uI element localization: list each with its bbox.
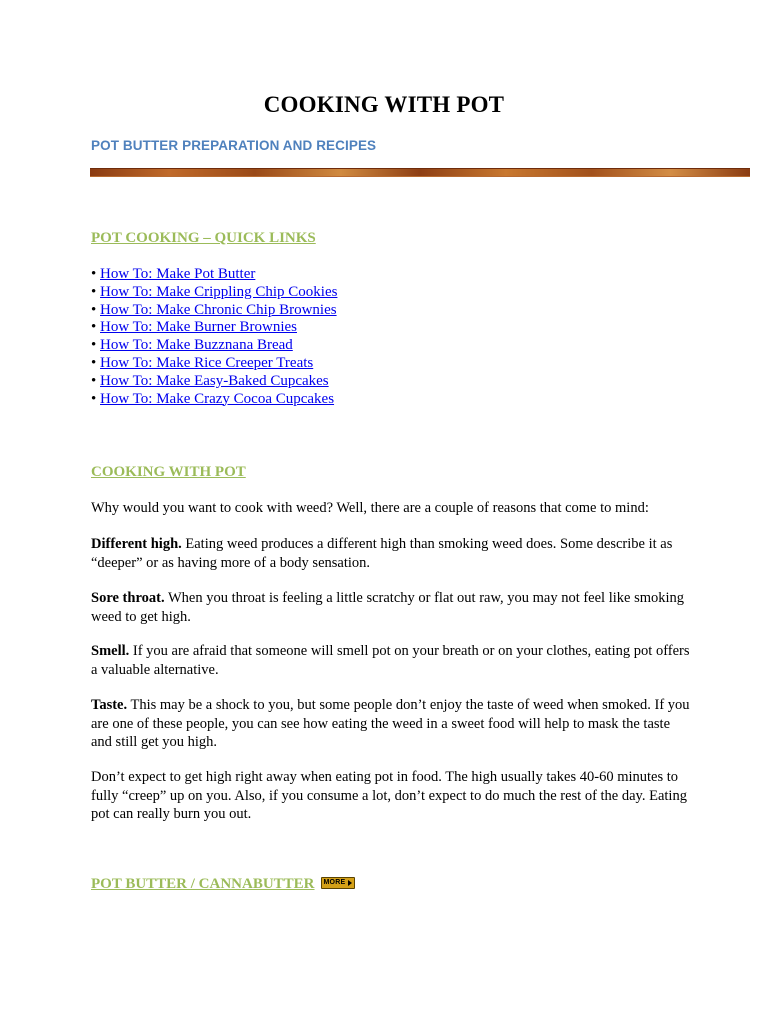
decorative-divider bbox=[90, 168, 750, 177]
list-item bbox=[91, 337, 337, 355]
bullet: • bbox=[91, 266, 97, 282]
reason-label: Smell. bbox=[91, 643, 130, 659]
bullet: • bbox=[91, 301, 97, 318]
reason-smell bbox=[91, 642, 691, 679]
closing-paragraph: Don’t expect to get high right away when eating pot in food. The high usually takes 40-60 minutes to fully “creep” up on you. Also, if you consume a lot, don’t expect to do much the rest of the day. Eating pot can really burn you out. bbox=[91, 769, 687, 822]
bullet: • bbox=[91, 283, 97, 300]
reason-label: Taste. bbox=[91, 697, 128, 713]
quick-links-heading: POT COOKING – QUICK LINKS bbox=[91, 230, 316, 246]
pot-butter-section-heading bbox=[91, 876, 355, 893]
reason-label: Different high. bbox=[91, 536, 182, 552]
reason-label: Sore throat. bbox=[91, 590, 165, 606]
pot-butter-heading-text: POT BUTTER / CANNABUTTER bbox=[91, 876, 315, 892]
link-burner-brownies[interactable]: How To: Make Burner Brownies bbox=[100, 319, 297, 336]
cooking-section-heading: COOKING WITH POT bbox=[91, 464, 246, 480]
list-item bbox=[91, 391, 337, 409]
reason-text: This may be a shock to you, but some people don’t enjoy the taste of weed when smoked. If you are one of these people, you can see how eating the weed in a sweet food will help to mask the taste and still get you high. bbox=[91, 697, 690, 750]
link-crippling-chip-cookies[interactable]: How To: Make Crippling Chip Cookies bbox=[100, 283, 338, 300]
link-easy-baked-cupcakes[interactable]: How To: Make Easy-Baked Cupcakes bbox=[100, 372, 329, 389]
intro-paragraph: Why would you want to cook with weed? Well, there are a couple of reasons that come to mind: bbox=[91, 500, 649, 516]
bullet: • bbox=[91, 390, 97, 407]
page-title: COOKING WITH POT bbox=[263, 92, 505, 117]
list-item bbox=[91, 373, 337, 391]
bullet: • bbox=[91, 372, 97, 389]
more-button[interactable] bbox=[321, 877, 355, 889]
reason-different-high bbox=[91, 535, 691, 572]
reason-text: If you are afraid that someone will smell pot on your breath or on your clothes, eating pot offers a valuable alternative. bbox=[91, 643, 690, 678]
bullet: • bbox=[91, 337, 97, 354]
page-subtitle: POT BUTTER PREPARATION AND RECIPES bbox=[91, 138, 377, 153]
bullet: • bbox=[91, 354, 97, 371]
link-make-pot-butter[interactable]: How To: Make Pot Butter bbox=[100, 266, 256, 282]
reason-taste bbox=[91, 696, 691, 752]
list-item bbox=[91, 355, 337, 373]
link-crazy-cocoa-cupcakes[interactable]: How To: Make Crazy Cocoa Cupcakes bbox=[100, 390, 335, 407]
reason-text: When you throat is feeling a little scratchy or flat out raw, you may not feel like smoking weed to get high. bbox=[91, 590, 685, 625]
link-rice-creeper-treats[interactable]: How To: Make Rice Creeper Treats bbox=[100, 354, 314, 371]
link-chronic-chip-brownies[interactable]: How To: Make Chronic Chip Brownies bbox=[100, 301, 337, 318]
list-item bbox=[91, 284, 337, 302]
reason-sore-throat bbox=[91, 589, 691, 626]
list-item bbox=[91, 319, 337, 337]
reason-text: Eating weed produces a different high than smoking weed does. Some describe it as “deeper” or as having more of a body sensation. bbox=[91, 536, 673, 571]
list-item bbox=[91, 302, 337, 320]
arrow-right-icon bbox=[348, 880, 352, 886]
quick-links-list bbox=[91, 266, 337, 408]
bullet: • bbox=[91, 319, 97, 336]
list-item bbox=[91, 266, 337, 284]
link-buzznana-bread[interactable]: How To: Make Buzznana Bread bbox=[100, 337, 293, 354]
more-label: MORE bbox=[323, 879, 346, 887]
